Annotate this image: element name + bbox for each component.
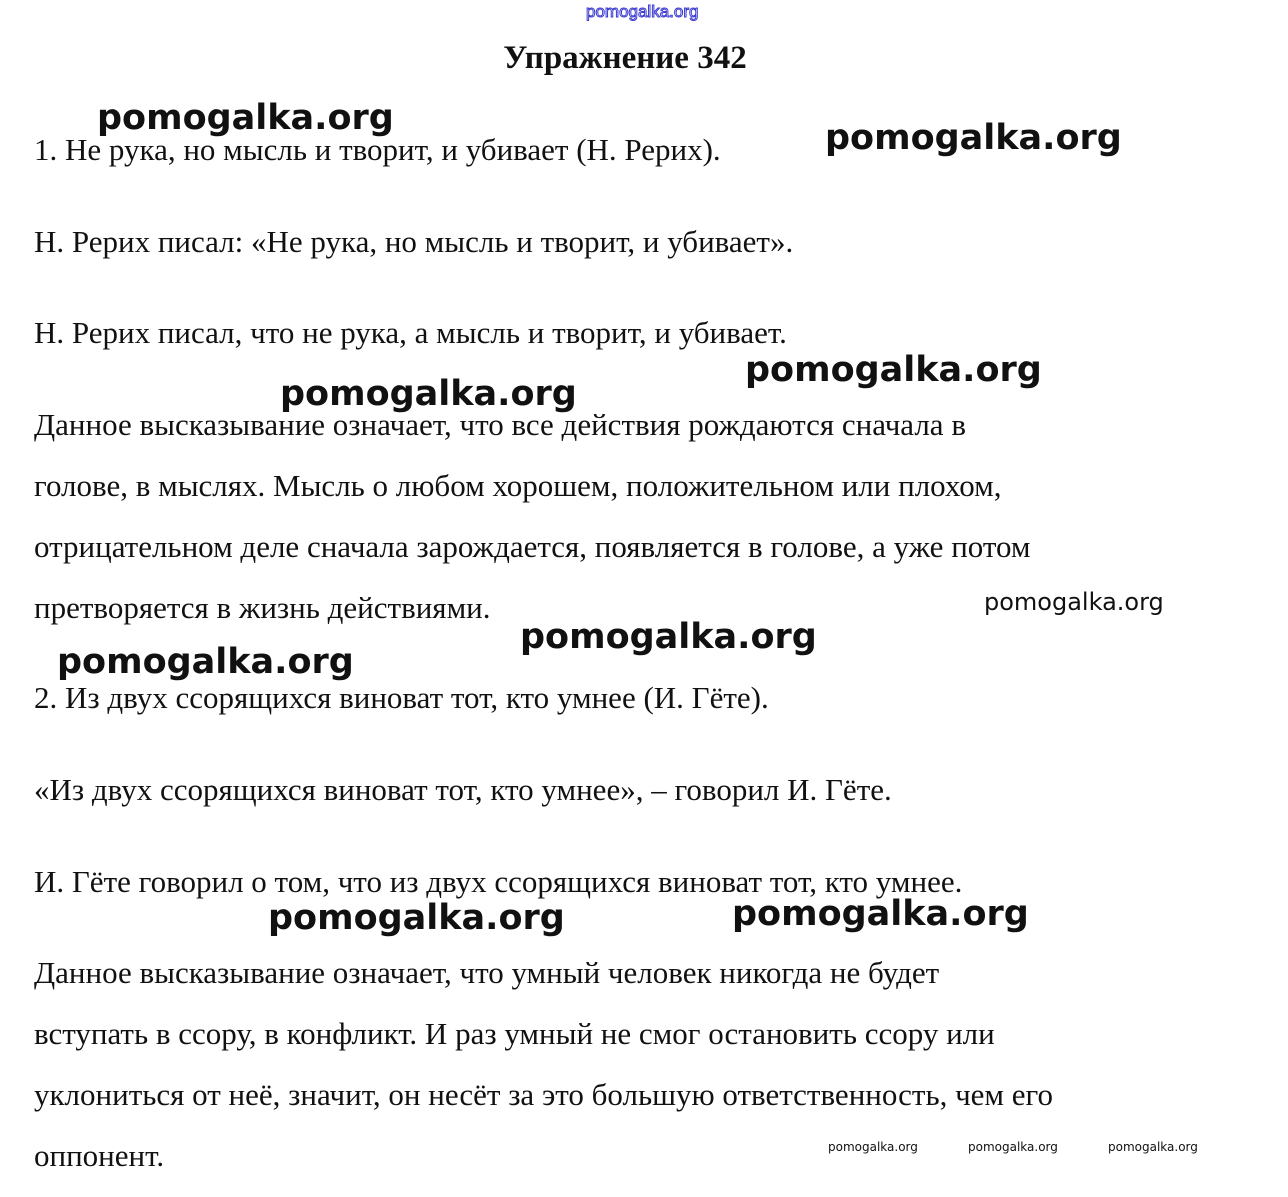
watermark: pomogalka.org — [745, 350, 1042, 390]
watermark: pomogalka.org — [520, 617, 817, 657]
text-line: И. Гёте говорил о том, что из двух ссорящихся виноват тот, кто умнее. — [34, 864, 963, 899]
text-line: «Из двух ссорящихся виноват тот, кто умнее», – говорил И. Гёте. — [34, 772, 892, 807]
watermark: pomogalka.org — [732, 894, 1029, 934]
watermark: pomogalka.org — [57, 642, 354, 682]
watermark: pomogalka.org — [984, 588, 1164, 616]
text-line: уклониться от неё, значит, он несёт за это большую ответственность, чем его — [34, 1077, 1054, 1112]
watermark: pomogalka.org — [1108, 1140, 1198, 1154]
watermark: pomogalka.org — [268, 898, 565, 938]
text-line: голове, в мыслях. Мысль о любом хорошем, положительном или плохом, — [34, 468, 1002, 503]
exercise-title: Упражнение 342 — [503, 40, 747, 76]
watermark: pomogalka.org — [825, 118, 1122, 158]
text-line: Данное высказывание означает, что умный человек никогда не будет — [34, 955, 940, 990]
watermark: pomogalka.org — [828, 1140, 918, 1154]
text-line: Н. Рерих писал: «Не рука, но мысль и творит, и убивает». — [34, 224, 794, 259]
text-line: Н. Рерих писал, что не рука, а мысль и творит, и убивает. — [34, 315, 787, 350]
text-line: претворяется в жизнь действиями. — [34, 590, 491, 625]
text-line: Данное высказывание означает, что все действия рождаются сначала в — [34, 407, 966, 442]
watermark: pomogalka.org — [586, 2, 699, 21]
watermark: pomogalka.org — [280, 374, 577, 414]
text-line: отрицательном деле сначала зарождается, появляется в голове, а уже потом — [34, 529, 1031, 564]
text-line: 1. Не рука, но мысль и творит, и убивает (Н. Рерих). — [34, 132, 721, 167]
text-line: 2. Из двух ссорящихся виноват тот, кто умнее (И. Гёте). — [34, 680, 769, 715]
text-line: оппонент. — [34, 1138, 165, 1173]
watermark: pomogalka.org — [97, 98, 394, 138]
watermark: pomogalka.org — [968, 1140, 1058, 1154]
text-line: вступать в ссору, в конфликт. И раз умный не смог остановить ссору или — [34, 1016, 995, 1051]
